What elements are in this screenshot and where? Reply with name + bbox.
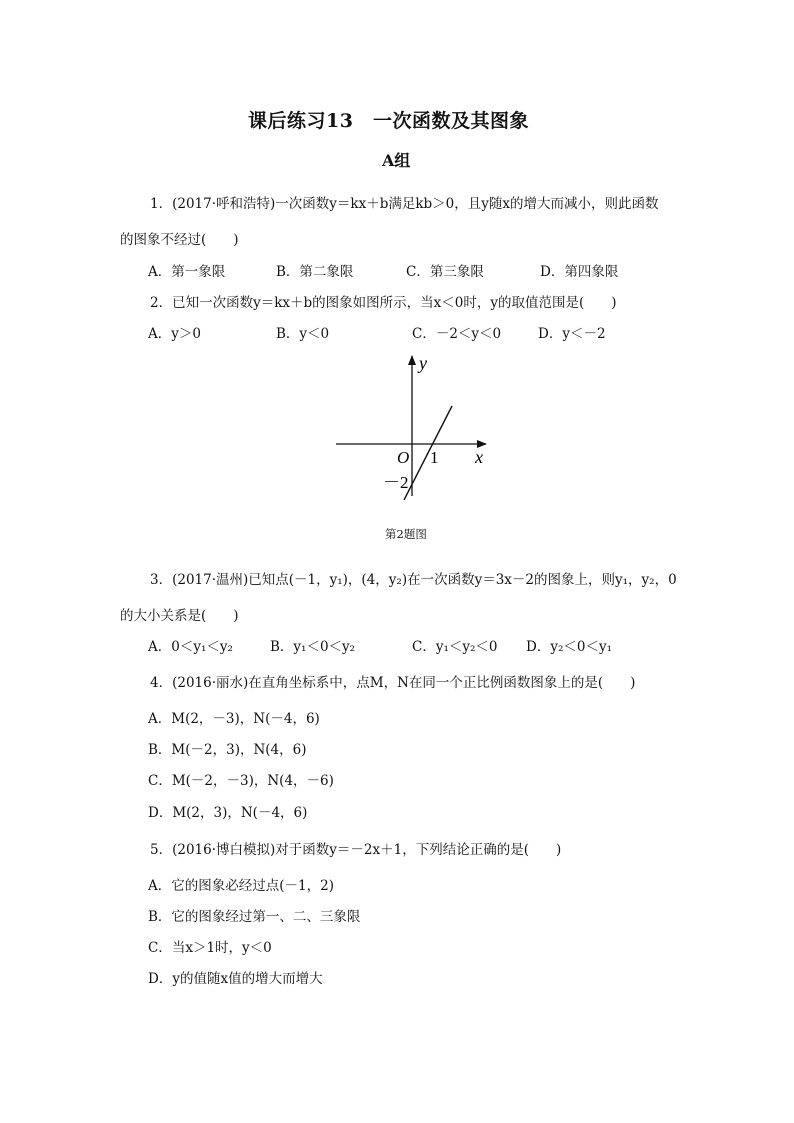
y-intercept-label: －2 bbox=[383, 473, 409, 492]
question-1-option-c: C．第三象限 bbox=[406, 264, 484, 280]
question-3-text-cont: 的大小关系是( ) bbox=[120, 608, 239, 624]
question-4-option-c: C．M(－2，－3)，N(4，－6) bbox=[148, 773, 334, 789]
question-2-option-a: A．y＞0 bbox=[148, 326, 201, 342]
question-3-option-c: C．y₁＜y₂＜0 bbox=[412, 639, 498, 655]
question-4-text: 4．(2016·丽水)在直角坐标系中，点M，N在同一个正比例函数图象上的是( ) bbox=[150, 675, 636, 691]
question-2-text: 2．已知一次函数y＝kx＋b的图象如图所示，当x＜0时，y的取值范围是( ) bbox=[150, 295, 617, 311]
section-heading: A组 bbox=[382, 151, 411, 170]
question-4-option-b: B．M(－2，3)，N(4，6) bbox=[148, 742, 307, 758]
page-title: 课后练习13 一次函数及其图象 bbox=[248, 110, 529, 132]
figure-caption: 第2题图 bbox=[385, 527, 427, 541]
function-line bbox=[404, 406, 452, 500]
question-3-option-a: A．0＜y₁＜y₂ bbox=[148, 639, 233, 655]
question-5-text: 5．(2016·博白模拟)对于函数y＝－2x＋1，下列结论正确的是( ) bbox=[150, 842, 562, 858]
y-axis-label: y bbox=[419, 353, 427, 373]
question-4-option-d: D．M(2，3)，N(－4，6) bbox=[148, 805, 308, 821]
x-axis-label: x bbox=[475, 447, 483, 467]
question-1-option-b: B．第二象限 bbox=[276, 264, 354, 280]
question-2-option-c: C．－2＜y＜0 bbox=[412, 326, 502, 342]
question-3-text: 3．(2017·温州)已知点(－1，y₁)，(4，y₂)在一次函数y＝3x－2的图象上，则y₁，y₂，0 bbox=[150, 572, 677, 588]
question-3-option-d: D．y₂＜0＜y₁ bbox=[526, 639, 612, 655]
origin-label: O bbox=[397, 448, 410, 467]
question-1-text: 1．(2017·呼和浩特)一次函数y＝kx＋b满足kb＞0，且y随x的增大而减小，则此函数 bbox=[150, 196, 659, 212]
question-3-option-b: B．y₁＜0＜y₂ bbox=[270, 639, 356, 655]
question-1-text-cont: 的图象不经过( ) bbox=[120, 232, 239, 248]
question-5-option-a: A．它的图象必经过点(－1，2) bbox=[148, 878, 334, 894]
question-5-option-b: B．它的图象经过第一、二、三象限 bbox=[148, 909, 361, 925]
question-4-option-a: A．M(2，－3)，N(－4，6) bbox=[148, 711, 320, 727]
question-5-option-d: D．y的值随x值的增大而增大 bbox=[148, 971, 323, 987]
function-graph-figure bbox=[330, 350, 500, 500]
x-intercept-label: 1 bbox=[430, 448, 439, 467]
question-1-option-a: A．第一象限 bbox=[148, 264, 226, 280]
question-2-option-d: D．y＜－2 bbox=[538, 326, 606, 342]
question-2-option-b: B．y＜0 bbox=[276, 326, 330, 342]
question-1-option-d: D．第四象限 bbox=[540, 264, 619, 280]
question-5-option-c: C．当x＞1时，y＜0 bbox=[148, 940, 272, 956]
